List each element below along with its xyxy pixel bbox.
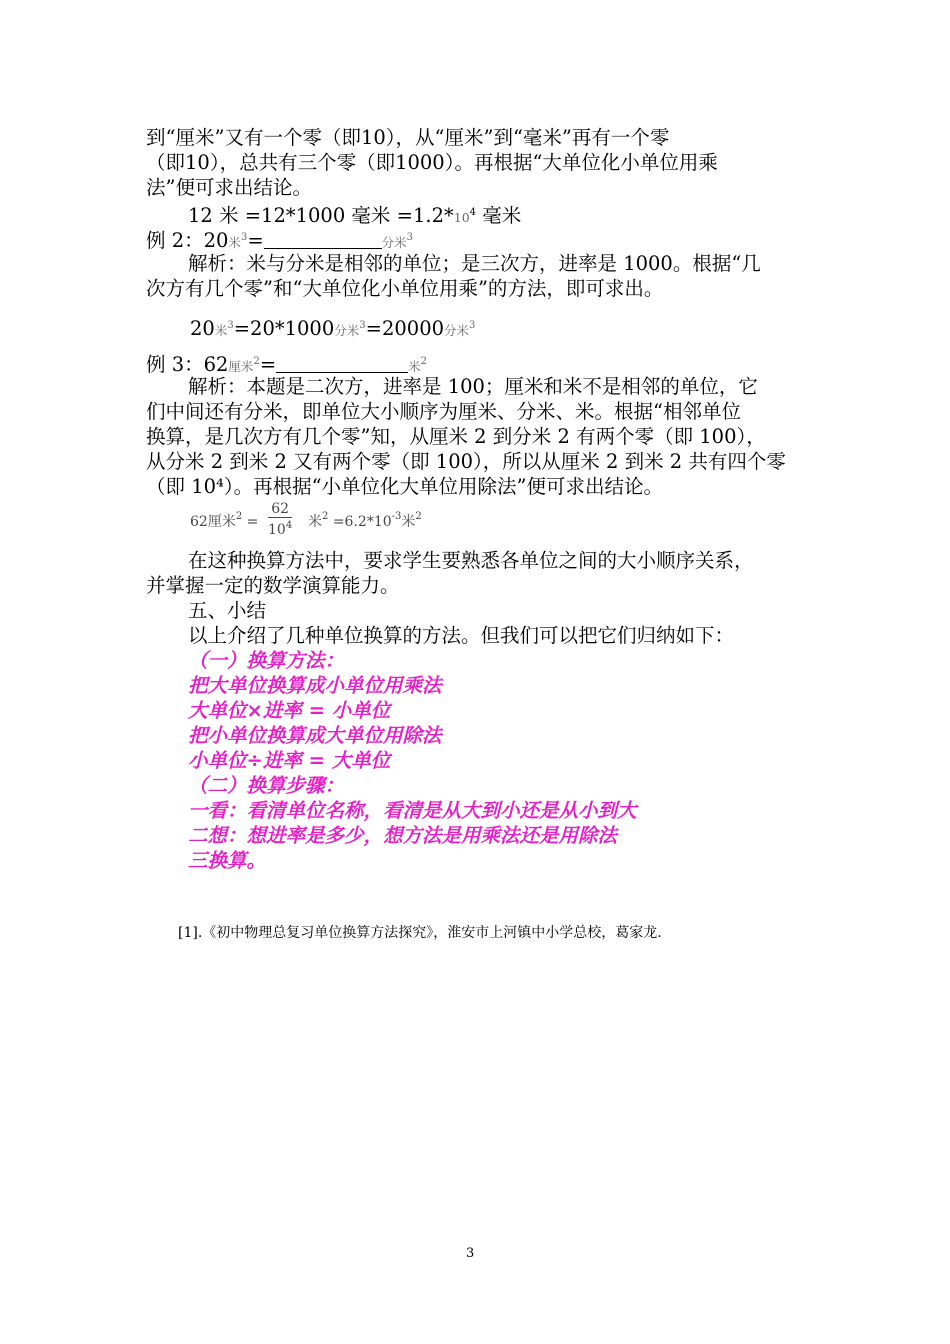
intro-line-3: 法”便可求出结论。 — [146, 176, 312, 199]
calc-exp: 2 — [322, 511, 329, 522]
calc-part: =20000 — [365, 317, 445, 340]
section-heading: 五、小结 — [188, 599, 267, 622]
example3-analysis-2: 们中间还有分米，即单位大小顺序为厘米、分米、米。根据“相邻单位 — [146, 400, 741, 423]
example1-result-text: 12 米 =12*1000 毫米 =1.2* — [188, 204, 454, 227]
example3-analysis-5: （即 10⁴）。再根据“小单位化大单位用除法”便可求出结论。 — [146, 475, 664, 498]
fraction-denominator — [268, 518, 292, 538]
calc-unit: 米 — [214, 323, 228, 338]
calc-unit: 分米 — [444, 323, 470, 338]
calc-part: 20 — [190, 317, 215, 340]
summary-item: 把大单位换算成小单位用乘法 — [188, 674, 442, 697]
example2-eq: = — [247, 229, 264, 252]
example3-analysis-3: 换算，是几次方有几个零”知，从厘米 2 到分米 2 有两个零（即 100）， — [146, 425, 766, 448]
calc-exp: -3 — [391, 511, 402, 522]
conclusion-line-1: 在这种换算方法中，要求学生要熟悉各单位之间的大小顺序关系， — [188, 549, 754, 572]
example3-exp1: 2 — [253, 356, 260, 367]
calc-part — [308, 511, 422, 531]
example1-unit: 毫米 — [476, 204, 522, 227]
summary-steps-heading: （二）换算步骤： — [188, 774, 345, 797]
example2-prefix: 例 2：20 — [146, 229, 229, 252]
fraction-numerator: 62 — [271, 501, 290, 517]
calc-text: = — [242, 514, 259, 530]
calc-exp: 3 — [359, 320, 366, 331]
example3-unit1: 厘米 — [228, 359, 254, 374]
denominator-base: 10 — [268, 522, 286, 538]
example2-exp2: 3 — [406, 232, 414, 243]
summary-item: 把小单位换算成大单位用除法 — [188, 724, 442, 747]
reference: [1].《初中物理总复习单位换算方法探究》，淮安市上河镇中小学总校，葛家龙. — [178, 925, 662, 941]
calc-exp: 2 — [235, 511, 243, 522]
calc-exp: 3 — [227, 320, 234, 331]
example2-unit2: 分米 — [381, 235, 407, 250]
page-number: 3 — [466, 1246, 475, 1261]
example2-exp1: 3 — [240, 232, 248, 243]
example1-base: 10 — [453, 210, 470, 225]
example2-unit1: 米 — [228, 235, 241, 250]
intro-line-1: 到“厘米”又有一个零（即10），从“厘米”到“毫米”再有一个零 — [146, 126, 670, 149]
calc-text: 62厘米 — [190, 514, 236, 530]
example2-analysis-1: 解析：米与分米是相邻的单位；是三次方，进率是 1000。根据“几 — [188, 252, 761, 275]
summary-intro: 以上介绍了几种单位换算的方法。但我们可以把它们归纳如下： — [188, 624, 735, 647]
summary-item: 一看：看清单位名称，看清是从大到小还是从小到大 — [188, 799, 637, 822]
example3-analysis-4: 从分米 2 到米 2 又有两个零（即 100），所以从厘米 2 到米 2 共有四个零 — [146, 450, 786, 473]
answer-blank — [264, 230, 382, 249]
calc-part: =20*1000 — [233, 317, 335, 340]
example1-exp: 4 — [469, 207, 477, 218]
example3-exp2: 2 — [420, 356, 428, 367]
calc-unit: 米 — [308, 514, 322, 530]
summary-item: 大单位×进率 = 小单位 — [188, 699, 391, 722]
example2-calc — [190, 313, 475, 344]
calc-text: =6.2*10 — [328, 514, 392, 530]
calc-unit: 分米 — [334, 323, 360, 338]
answer-blank — [276, 354, 408, 373]
summary-item: 三换算。 — [188, 849, 267, 872]
calc-unit: 米 — [401, 514, 416, 530]
summary-method-heading: （一）换算方法： — [188, 649, 345, 672]
calc-exp: 2 — [415, 511, 422, 522]
calc-exp: 3 — [469, 320, 476, 331]
summary-item: 小单位÷进率 = 大单位 — [188, 749, 391, 772]
example3-calc — [190, 497, 490, 543]
conclusion-line-2: 并掌握一定的数学演算能力。 — [146, 574, 400, 597]
example2-analysis-2: 次方有几个零”和“大单位化小单位用乘”的方法，即可求出。 — [146, 277, 664, 300]
example3-prefix: 例 3：62 — [146, 353, 229, 376]
calc-part — [190, 511, 258, 531]
denominator-exp: 4 — [285, 520, 293, 531]
summary-item: 二想：想进率是多少，想方法是用乘法还是用除法 — [188, 824, 618, 847]
example3-unit2: 米 — [408, 359, 421, 374]
example3-analysis-1: 解析：本题是二次方，进率是 100；厘米和米不是相邻的单位，它 — [188, 375, 758, 398]
example3-eq: = — [259, 353, 277, 376]
fraction — [268, 501, 292, 538]
intro-line-2: （即10），总共有三个零（即1000）。再根据“大单位化小单位用乘 — [146, 151, 718, 174]
